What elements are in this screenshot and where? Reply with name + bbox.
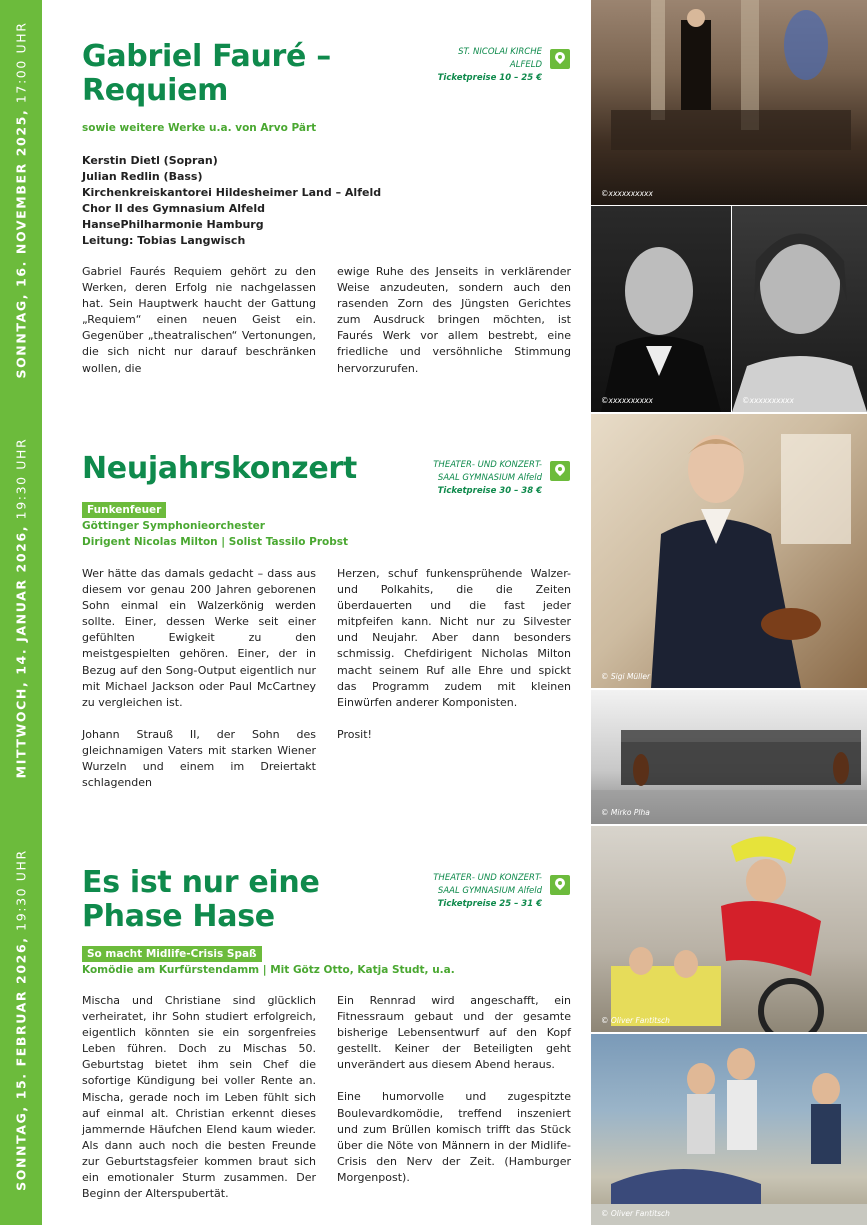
event-title: Es ist nur eine Phase Hase xyxy=(82,865,320,934)
event-text-col2: Herzen, schuf funkensprühende Walzer- und Polkahits, die die Zeiten überdauerten und die fast jeder mitpfeifen kann. Nicht nur zu Silvester und Neujahr. Aber dann besonders schmissig. Chefdirigent Nicholas Milton macht seinem Ruf alle Ehre und spickt das Programm zudem mit kleinen Einwürfen anderer Komponisten. Prosit! xyxy=(337,567,571,741)
event-text-col2: ewige Ruhe des Jenseits in verklärender Weise anzudeuten, sondern auch den rasenden Zorn des Jüngsten Gerichtes zum Ausdruck bringen möchten, ist Faurés Werk vor allem bestrebt, eine friedliche und versöhnliche Stimmung hervorzurufen. xyxy=(337,265,571,375)
photo-credit: © Oliver Fantitsch xyxy=(601,1209,670,1218)
location-pin-icon xyxy=(550,461,570,481)
cast-list: Kerstin Dietl (Sopran) Julian Redlin (Bass) Kirchenkreiskantorei Hildesheimer Land – Alfeld Chor II des Gymnasium Alfeld HansePhilharmonie Hamburg Leitung: Tobias Langwisch xyxy=(82,154,382,247)
photo-credit: © Oliver Fantitsch xyxy=(601,1016,670,1025)
photo-credit: © Sigi Müller xyxy=(601,672,651,681)
event-subtitle: Göttinger Symphonieorchester Dirigent Nicolas Milton | Solist Tassilo Probst xyxy=(82,520,349,548)
date-label-3: SONNTAG, 15. FEBRUAR 2026, 19:30 UHR xyxy=(13,849,29,1191)
violinist-portrait-photo xyxy=(591,414,867,688)
venue-info: ST. NICOLAI KIRCHE ALFELD Ticketpreise 10 – 25 € xyxy=(437,47,542,83)
portrait-photo-1 xyxy=(591,206,731,412)
date-label-2: MITTWOCH, 14. JANUAR 2026, 19:30 UHR xyxy=(13,437,29,779)
location-pin-icon xyxy=(550,49,570,69)
event-text-col2: Ein Rennrad wird angeschafft, ein Fitnessraum gebaut und der gesamte bisherige Lebensentwurf auf den Kopf gestellt. Keiner der Beteiligten geht unverändert aus diesem Abend heraus. Eine humorvolle und zugespitzte Boulevardkomödie, treffend inszeniert und zum Brüllen komisch trifft das Stück über die Nöte von Männern in der Midlife-Crisis den Nerv der Zeit. (Hamburger Morgenpost). xyxy=(337,994,571,1184)
photo-credit: ©xxxxxxxxxx xyxy=(601,189,653,198)
date-label-1: SONNTAG, 16. NOVEMBER 2025, 17:00 UHR xyxy=(13,21,29,379)
venue-info: THEATER- UND KONZERT- SAAL GYMNASIUM Alfeld Ticketpreise 30 – 38 € xyxy=(433,460,542,496)
event-text-col1: Wer hätte das damals gedacht – dass aus diesem vor genau 200 Jahren geborenen Sohn einmal ein Walzerkönig werden sollte. Einer, dessen Werke seit einer gefühlten Ewigkeit zu den meistgespielten gehören. Einer, der in Bezug auf den Song-Output eigentlich nur mit Michael Jackson oder Paul McCartney zu vergleichen ist. Johann Strauß II, der Sohn des gleichnamigen Vaters mit starken Wiener Wurzeln und einem im Dreiertakt schlagenden xyxy=(82,567,316,790)
event-text-col1: Mischa und Christiane sind glücklich verheiratet, ihr Sohn studiert erfolgreich, eigentlich könnten sie ein sorgenfreies Leben führen. Doch zu Mischas 50. Geburtstag bietet ihm sein Chef die sofortige Kündigung bei voller Rente an. Mischa, gerade noch im Leben fühlt sich auf einmal alt. Christian erkennt dieses jammernde Häufchen Elend kaum wieder. Als dann auch noch die besten Freunde zur Geburtstagsfeier kommen braut sich ein emotionaler Sturm zusammen. Der Beginn der Alterspubertät. xyxy=(82,994,316,1201)
event-title: Neujahrskonzert xyxy=(82,451,357,486)
photo-credit: ©xxxxxxxxxx xyxy=(742,396,794,405)
event-subtitle: sowie weitere Werke u.a. von Arvo Pärt xyxy=(82,122,317,134)
cyclist-stage-photo xyxy=(591,826,867,1032)
event-subtitle: Komödie am Kurfürstendamm | Mit Götz Otto, Katja Studt, u.a. xyxy=(82,964,455,976)
portrait-photo-2 xyxy=(732,206,867,412)
event-title: Gabriel Fauré – Requiem xyxy=(82,39,331,108)
stage-scene-photo xyxy=(591,1034,867,1225)
venue-info: THEATER- UND KONZERT- SAAL GYMNASIUM Alfeld Ticketpreise 25 – 31 € xyxy=(433,873,542,909)
church-concert-photo xyxy=(591,0,867,205)
photo-credit: © Mirko Plha xyxy=(601,808,650,817)
event-text-col1: Gabriel Faurés Requiem gehört zu den Werken, deren Erfolg nie nachgelassen hat. Sein Hauptwerk haucht der Gattung „Requiem“ einen neuen Geist ein. Gegenüber „theatralischen“ Vertonungen, die sich nicht nur darauf beschränken wollen, die xyxy=(82,265,316,375)
event-tagline: Funkenfeuer xyxy=(82,502,166,518)
location-pin-icon xyxy=(550,875,570,895)
orchestra-group-photo xyxy=(591,690,867,824)
event-tagline: So macht Midlife-Crisis Spaß xyxy=(82,946,262,962)
photo-credit: ©xxxxxxxxxx xyxy=(601,396,653,405)
